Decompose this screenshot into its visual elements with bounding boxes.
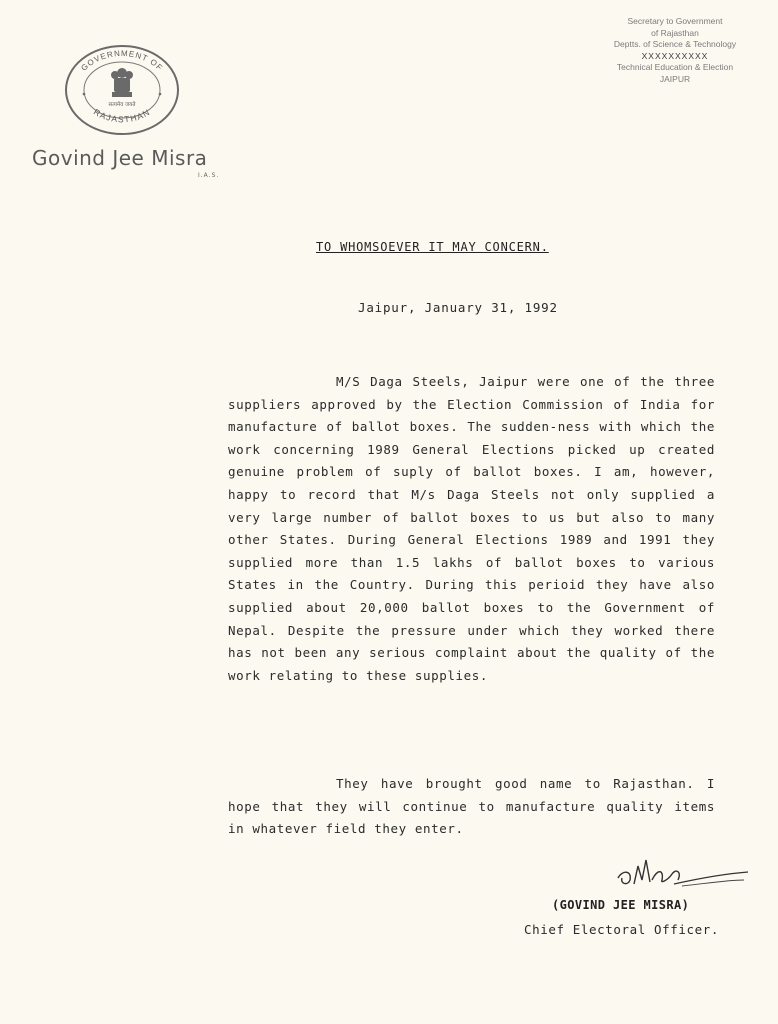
seal-emblem-icon — [62, 42, 182, 138]
seal-motto: सत्यमेव जयते — [108, 102, 136, 108]
author-suffix: I.A.S. — [198, 172, 220, 179]
letter-date: Jaipur, January 31, 1992 — [358, 300, 558, 315]
designation-block — [590, 16, 760, 85]
author-name: Govind Jee Misra — [32, 146, 208, 170]
handwritten-signature — [612, 850, 752, 896]
government-seal — [62, 42, 182, 138]
signed-name: (GOVIND JEE MISRA) — [552, 898, 690, 912]
body-paragraph-1: M/S Daga Steels, Jaipur were one of the three suppliers approved by the Election Commission of India for manufacture of ballot boxes. The sudden-ness with which the work concerning 1989 General Elections picked up created genuine problem of suply of ballot boxes. I am, however, happy to record that M/s Daga Steels not only supplied a very large number of ballot boxes to us but also to many other States. During General Elections 1989 and 1991 they supplied more than 1.5 lakhs of ballot boxes to various States in the Country. During this perioid they have also supplied about 20,000 ballot boxes to the Government of Nepal. Despite the pressure under which they worked there has not been any serious complaint about the quality of the work relating to these supplies. — [228, 374, 715, 683]
signed-title: Chief Electoral Officer. — [524, 922, 720, 937]
designation-line: Secretary to Government — [627, 16, 723, 26]
letter-heading: TO WHOMSOEVER IT MAY CONCERN. — [316, 240, 549, 254]
seal-bottom-text: RAJASTHAN — [91, 106, 153, 125]
designation-line: JAIPUR — [659, 73, 691, 84]
designation-line: of Rajasthan — [651, 27, 699, 38]
seal-top-text: GOVERNMENT OF — [79, 48, 165, 73]
signature-icon — [612, 850, 752, 896]
designation-line: Technical Education & Election — [616, 62, 734, 72]
svg-text:RAJASTHAN — [92, 107, 152, 125]
designation-line: Deptts. of Science & Technology — [613, 39, 737, 49]
body-paragraph-2: They have brought good name to Rajasthan. I hope that they will continue to manufacture quality items in whatever field they enter. — [228, 776, 715, 837]
designation-struck-line: XXXXXXXXXX — [641, 50, 709, 61]
